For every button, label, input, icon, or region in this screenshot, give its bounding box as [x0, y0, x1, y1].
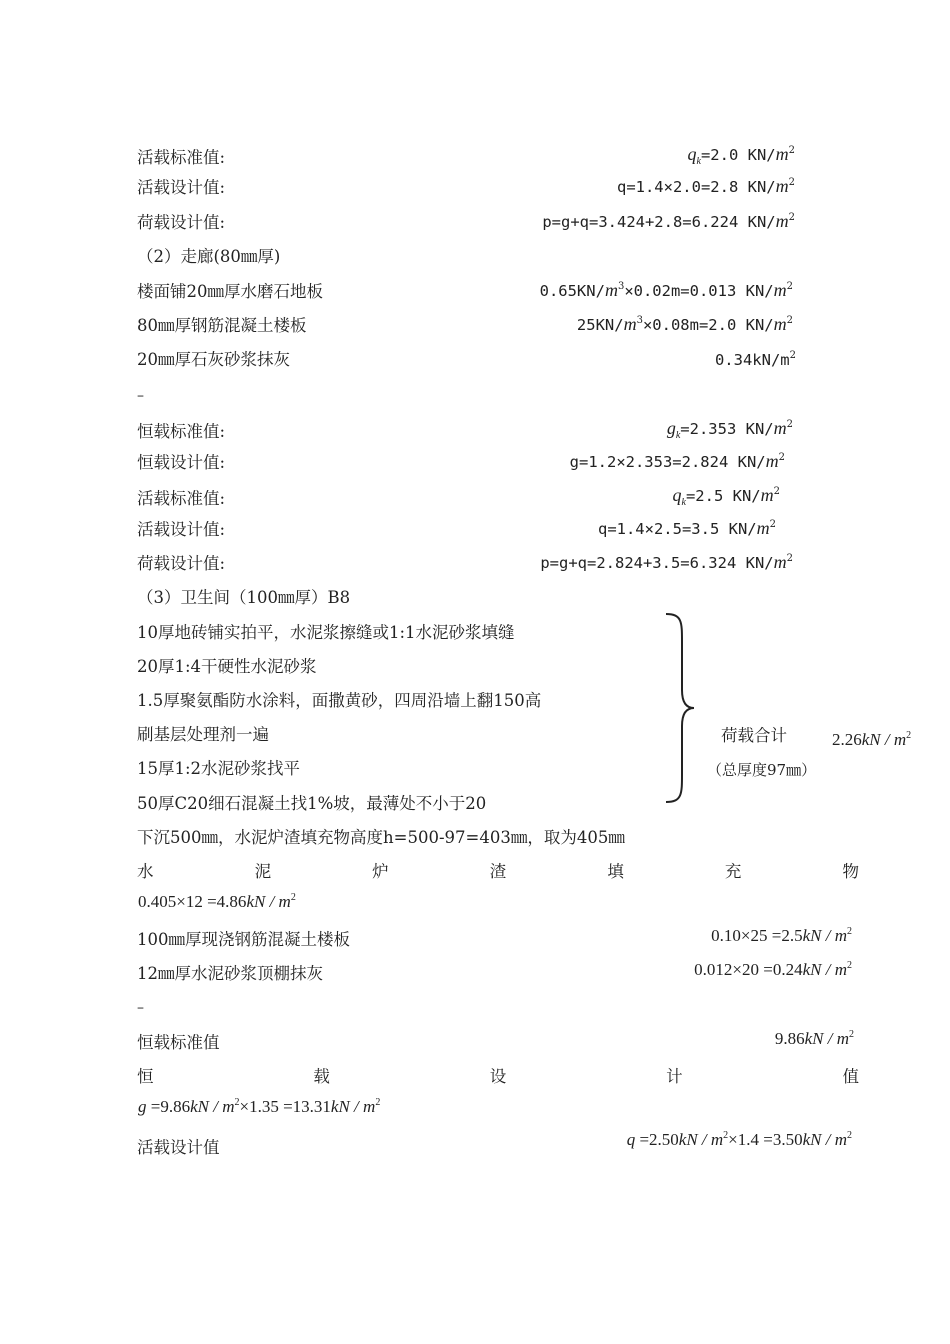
grouping-brace	[660, 612, 700, 804]
unit: kN / m	[190, 1097, 235, 1116]
dead-design-heading	[137, 1067, 859, 1087]
unit: kN / m	[802, 926, 847, 945]
char: 物	[842, 862, 859, 881]
unit: m	[775, 211, 789, 231]
exponent: 2	[234, 1097, 240, 1108]
unit: m	[773, 280, 787, 300]
value-text: =2.353 KN/	[680, 420, 774, 438]
rc-slab-value	[577, 314, 793, 335]
unit: m	[604, 280, 618, 300]
live-design-formula	[627, 1130, 852, 1150]
unit: m	[775, 144, 789, 164]
value-text: 0.405×12 =4.86	[138, 892, 247, 911]
dead-std-value	[775, 1029, 854, 1049]
lime-plaster-label: 20㎜厚石灰砂浆抹灰	[137, 350, 290, 369]
char: 充	[724, 862, 742, 881]
q-symbol: q	[687, 144, 697, 164]
unit: m	[775, 176, 789, 196]
sink-depth-line: 下沉500㎜，水泥炉渣填充物高度h=500-97=403㎜，取为405㎜	[137, 828, 625, 847]
total-load-design-value	[542, 211, 795, 232]
subscript: k	[696, 156, 701, 167]
terrazzo-layer-value	[540, 280, 793, 301]
char: 值	[842, 1067, 859, 1086]
dead-load-std-value	[667, 418, 793, 439]
value-text: =2.50	[635, 1130, 679, 1149]
total-load-design-value-2	[540, 552, 793, 573]
live-design-label: 活载设计值	[137, 1138, 220, 1157]
exponent: 2	[375, 1097, 381, 1108]
section-bathroom-heading: （3）卫生间（100㎜厚）B8	[137, 588, 351, 607]
value-text: ×0.02m=0.013 KN/	[624, 282, 774, 300]
value-text: ×1.35 =13.31	[239, 1097, 331, 1116]
exponent: 2	[786, 553, 793, 564]
live-load-std-label: 活载标准值:	[137, 148, 226, 167]
exponent: 2	[786, 315, 793, 326]
layer-fine-concrete: 50厚C20细石混凝土找1%坡，最薄处不小于20	[137, 794, 487, 813]
unit: m	[773, 418, 787, 438]
exponent: 2	[290, 892, 296, 903]
exponent: 2	[847, 926, 852, 937]
exponent: 2	[906, 730, 912, 741]
live-load-design-label: 活载设计值:	[137, 178, 226, 197]
exponent: 2	[789, 350, 796, 361]
layer-leveling: 15厚1:2水泥砂浆找平	[137, 759, 301, 778]
value-text: =9.86	[146, 1097, 191, 1116]
unit: m	[773, 314, 787, 334]
layer-tile: 10厚地砖铺实拍平，水泥浆擦缝或1:1水泥砂浆填缝	[137, 623, 515, 642]
value-text: =2.5 KN/	[685, 487, 761, 505]
live-load-design-value-2	[598, 518, 776, 539]
value-text: 0.34kN/m	[714, 351, 790, 369]
fill-material-heading	[137, 862, 859, 882]
exponent: 3	[636, 315, 643, 326]
char: 恒	[137, 1067, 154, 1086]
unit: kN / m	[802, 1130, 847, 1149]
layer-dry-mortar: 20厚1:4干硬性水泥砂浆	[137, 657, 317, 676]
rc-slab-label: 80㎜厚钢筋混凝土楼板	[137, 316, 307, 335]
value-text: p=g+q=3.424+2.8=6.224 KN/	[542, 213, 776, 231]
value-text: q=1.4×2.0=2.8 KN/	[616, 178, 776, 196]
q-symbol: q	[672, 485, 682, 505]
sum-line-marker-2: –	[137, 1000, 144, 1016]
unit: m	[765, 451, 779, 471]
unit: kN / m	[678, 1130, 724, 1149]
q-symbol: q	[626, 1130, 636, 1149]
ceiling-plaster-formula	[694, 960, 852, 980]
char: 设	[489, 1067, 507, 1086]
terrazzo-layer-label: 楼面铺20㎜厚水磨石地板	[137, 282, 323, 301]
slab-formula	[711, 926, 852, 946]
exponent: 2	[786, 419, 793, 430]
unit: kN / m	[246, 892, 291, 911]
value-text: 0.65KN/	[539, 282, 605, 300]
unit: kN / m	[804, 1029, 849, 1048]
exponent: 2	[786, 281, 793, 292]
g-symbol: g	[666, 418, 676, 438]
exponent: 2	[788, 212, 795, 223]
live-load-std-value-2	[673, 485, 780, 506]
char: 载	[313, 1067, 330, 1086]
dead-design-formula	[138, 1097, 380, 1117]
exponent: 2	[788, 177, 795, 188]
exponent: 2	[847, 1130, 852, 1141]
value-text: 2.26	[832, 730, 862, 749]
live-load-std-value	[688, 144, 795, 165]
live-load-std-label-2: 活载标准值:	[137, 489, 226, 508]
value-text: p=g+q=2.824+3.5=6.324 KN/	[540, 554, 774, 572]
subscript: k	[675, 430, 681, 441]
dead-load-design-label: 恒载设计值:	[137, 453, 226, 472]
value-text: 0.012×20 =0.24	[694, 960, 803, 979]
total-load-design-label-2: 荷载设计值:	[137, 554, 226, 573]
g-symbol: g	[138, 1097, 147, 1116]
exponent: 2	[847, 960, 852, 971]
char: 填	[607, 862, 624, 881]
unit: m	[756, 518, 770, 538]
fill-formula	[138, 892, 296, 912]
char: 计	[666, 1067, 683, 1086]
dead-load-design-value	[570, 451, 785, 472]
char: 渣	[489, 862, 507, 881]
char: 炉	[372, 862, 389, 881]
total-load-design-label: 荷载设计值:	[137, 213, 226, 232]
section-corridor-heading: （2）走廊(80㎜厚)	[137, 247, 281, 266]
value-text: 9.86	[774, 1029, 805, 1048]
exponent: 2	[773, 486, 780, 497]
load-total-label: 荷载合计	[721, 726, 787, 745]
exponent: 2	[723, 1130, 729, 1141]
load-total-value	[832, 730, 911, 750]
unit: kN / m	[802, 960, 847, 979]
layer-primer: 刷基层处理剂一遍	[137, 725, 269, 744]
layer-waterproof: 1.5厚聚氨酯防水涂料，面撒黄砂，四周沿墙上翻150高	[137, 691, 542, 710]
ceiling-plaster-label: 12㎜厚水泥砂浆顶棚抹灰	[137, 964, 323, 983]
unit: kN / m	[330, 1097, 376, 1116]
slab-label: 100㎜厚现浇钢筋混凝土楼板	[137, 930, 350, 949]
exponent: 2	[778, 452, 785, 463]
sum-line-marker: –	[137, 388, 144, 404]
char: 水	[137, 862, 154, 881]
value-text: g=1.2×2.353=2.824 KN/	[569, 453, 766, 471]
live-load-design-label-2: 活载设计值:	[137, 520, 226, 539]
exponent: 3	[617, 281, 625, 292]
exponent: 2	[769, 519, 776, 530]
char: 泥	[254, 862, 272, 881]
value-text: 0.10×25 =2.5	[711, 926, 803, 945]
subscript: k	[681, 497, 686, 508]
value-text: 25KN/	[576, 316, 624, 334]
exponent: 2	[849, 1029, 854, 1040]
value-text: ×0.08m=2.0 KN/	[642, 316, 774, 334]
unit: m	[623, 314, 637, 334]
exponent: 2	[788, 145, 795, 156]
thickness-note: （总厚度97㎜）	[707, 761, 817, 779]
unit: kN / m	[861, 730, 907, 749]
lime-plaster-value	[715, 350, 796, 370]
dead-std-label: 恒载标准值	[137, 1033, 220, 1052]
live-load-design-value	[617, 176, 795, 197]
unit: m	[773, 552, 787, 572]
value-text: q=1.4×2.5=3.5 KN/	[597, 520, 757, 538]
value-text: ×1.4 =3.50	[728, 1130, 803, 1149]
dead-load-std-label: 恒载标准值:	[137, 422, 226, 441]
unit: m	[760, 485, 774, 505]
value-text: =2.0 KN/	[700, 146, 776, 164]
